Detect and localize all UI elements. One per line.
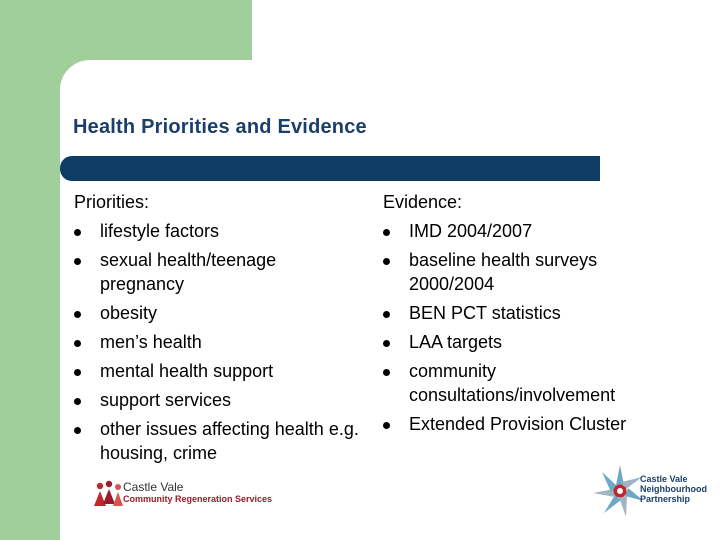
bullet-icon [74, 311, 81, 318]
partnership-name-line: Castle Vale [640, 474, 688, 484]
list-item [74, 219, 359, 243]
list-item-text: community consultations/involvement [409, 361, 616, 405]
bullet-icon [74, 369, 81, 376]
evidence-column [383, 190, 683, 441]
bullet-icon [383, 340, 390, 347]
bullet-icon [383, 369, 390, 376]
castle-vale-crs-logo [92, 478, 292, 512]
partnership-name-line: Partnership [640, 494, 691, 504]
list-item [383, 301, 683, 325]
bullet-icon [383, 311, 390, 318]
list-item-text: mental health support [100, 361, 274, 381]
list-item [383, 359, 683, 407]
priorities-list [74, 219, 359, 465]
list-item-text: obesity [100, 303, 158, 323]
list-item [74, 301, 359, 325]
bullet-icon [383, 229, 390, 236]
list-item-text: sexual health/teenage pregnancy [100, 250, 277, 294]
logo-org: Community Regeneration Services [123, 494, 273, 504]
bullet-icon [383, 258, 390, 265]
list-item [74, 417, 359, 465]
list-item [383, 330, 683, 354]
bullet-icon [383, 422, 390, 429]
list-item-text: LAA targets [409, 332, 503, 352]
evidence-heading: Evidence: [383, 192, 463, 212]
priorities-column [74, 190, 359, 470]
list-item-text: lifestyle factors [100, 221, 220, 241]
bullet-icon [74, 427, 81, 434]
bullet-icon [74, 398, 81, 405]
logo-name: Castle Vale [123, 480, 184, 494]
list-item [383, 219, 683, 243]
list-item [74, 359, 359, 383]
castle-vale-neighbourhood-partnership-logo [592, 463, 718, 519]
list-item-text: Extended Provision Cluster [409, 414, 627, 434]
list-item-text: support services [100, 390, 232, 410]
bullet-icon [74, 229, 81, 236]
bullet-icon [74, 340, 81, 347]
list-item-text: baseline health surveys 2000/2004 [409, 250, 598, 294]
title-underline-bar [60, 156, 600, 181]
list-item-text: IMD 2004/2007 [409, 221, 533, 241]
bullet-icon [74, 258, 81, 265]
partnership-name-line: Neighbourhood [640, 484, 707, 494]
list-item-text: men’s health [100, 332, 202, 352]
slide-title: Health Priorities and Evidence [73, 116, 367, 138]
evidence-list [383, 219, 683, 436]
list-item-text: BEN PCT statistics [409, 303, 561, 323]
people-figures-icon [92, 480, 124, 508]
star-burst-icon [592, 463, 642, 519]
list-item [74, 248, 359, 296]
list-item [74, 388, 359, 412]
list-item-text: other issues affecting health e.g. housing, crime [100, 419, 359, 463]
partnership-name [640, 474, 720, 504]
list-item [383, 248, 683, 296]
list-item [383, 412, 683, 436]
list-item [74, 330, 359, 354]
priorities-heading: Priorities: [74, 192, 150, 212]
